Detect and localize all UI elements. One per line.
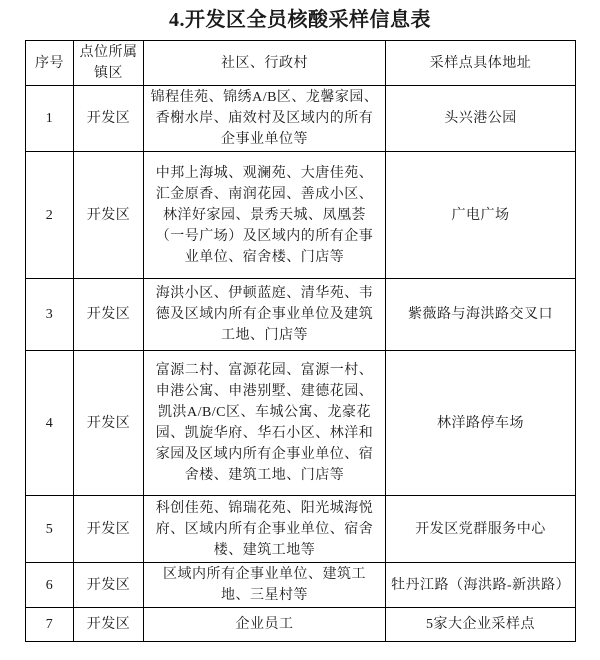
table-row <box>26 496 576 563</box>
cell-address: 5家大企业采样点 <box>386 608 576 642</box>
table-row <box>26 563 576 608</box>
sampling-info-table <box>25 40 576 642</box>
cell-seq: 2 <box>26 152 74 279</box>
table-row <box>26 86 576 152</box>
cell-address: 头兴港公园 <box>386 86 576 152</box>
cell-town: 开发区 <box>74 563 144 608</box>
cell-seq: 7 <box>26 608 74 642</box>
header-address: 采样点具体地址 <box>386 41 576 86</box>
cell-seq: 4 <box>26 351 74 496</box>
header-seq: 序号 <box>26 41 74 86</box>
cell-seq: 5 <box>26 496 74 563</box>
header-town: 点位所属镇区 <box>74 41 144 86</box>
cell-community: 区域内所有企事业单位、建筑工地、三星村等 <box>144 563 386 608</box>
cell-seq: 1 <box>26 86 74 152</box>
cell-community: 锦程佳苑、锦绣A/B区、龙馨家园、香榭水岸、庙效村及区域内的所有企事业单位等 <box>144 86 386 152</box>
table-row <box>26 608 576 642</box>
cell-community: 科创佳苑、锦瑞花苑、阳光城海悦府、区域内所有企事业单位、宿舍楼、建筑工地等 <box>144 496 386 563</box>
cell-town: 开发区 <box>74 351 144 496</box>
cell-community: 企业员工 <box>144 608 386 642</box>
table-row <box>26 152 576 279</box>
cell-address: 开发区党群服务中心 <box>386 496 576 563</box>
cell-town: 开发区 <box>74 496 144 563</box>
cell-address: 牡丹江路（海洪路-新洪路） <box>386 563 576 608</box>
page-title: 4.开发区全员核酸采样信息表 <box>169 9 431 31</box>
table-row <box>26 351 576 496</box>
cell-address: 林洋路停车场 <box>386 351 576 496</box>
table-header-row <box>26 41 576 86</box>
cell-community: 富源二村、富源花园、富源一村、申港公寓、申港别墅、建德花园、凯洪A/B/C区、车城公寓、龙豪花园、凯旋华府、华石小区、林洋和家园及区域内所有企事业单位、宿舍楼、建筑工地、门店等 <box>144 351 386 496</box>
cell-seq: 6 <box>26 563 74 608</box>
cell-town: 开发区 <box>74 608 144 642</box>
table-row <box>26 279 576 351</box>
cell-address: 紫薇路与海洪路交叉口 <box>386 279 576 351</box>
cell-community: 中邦上海城、观澜苑、大唐佳苑、汇金原香、南润花园、善成小区、林洋好家园、景秀天城、凤凰荟（一号广场）及区域内的所有企事业单位、宿舍楼、门店等 <box>144 152 386 279</box>
cell-town: 开发区 <box>74 86 144 152</box>
cell-address: 广电广场 <box>386 152 576 279</box>
cell-town: 开发区 <box>74 152 144 279</box>
cell-seq: 3 <box>26 279 74 351</box>
cell-town: 开发区 <box>74 279 144 351</box>
header-community: 社区、行政村 <box>144 41 386 86</box>
cell-community: 海洪小区、伊顿蓝庭、清华苑、韦德及区域内所有企事业单位及建筑工地、门店等 <box>144 279 386 351</box>
